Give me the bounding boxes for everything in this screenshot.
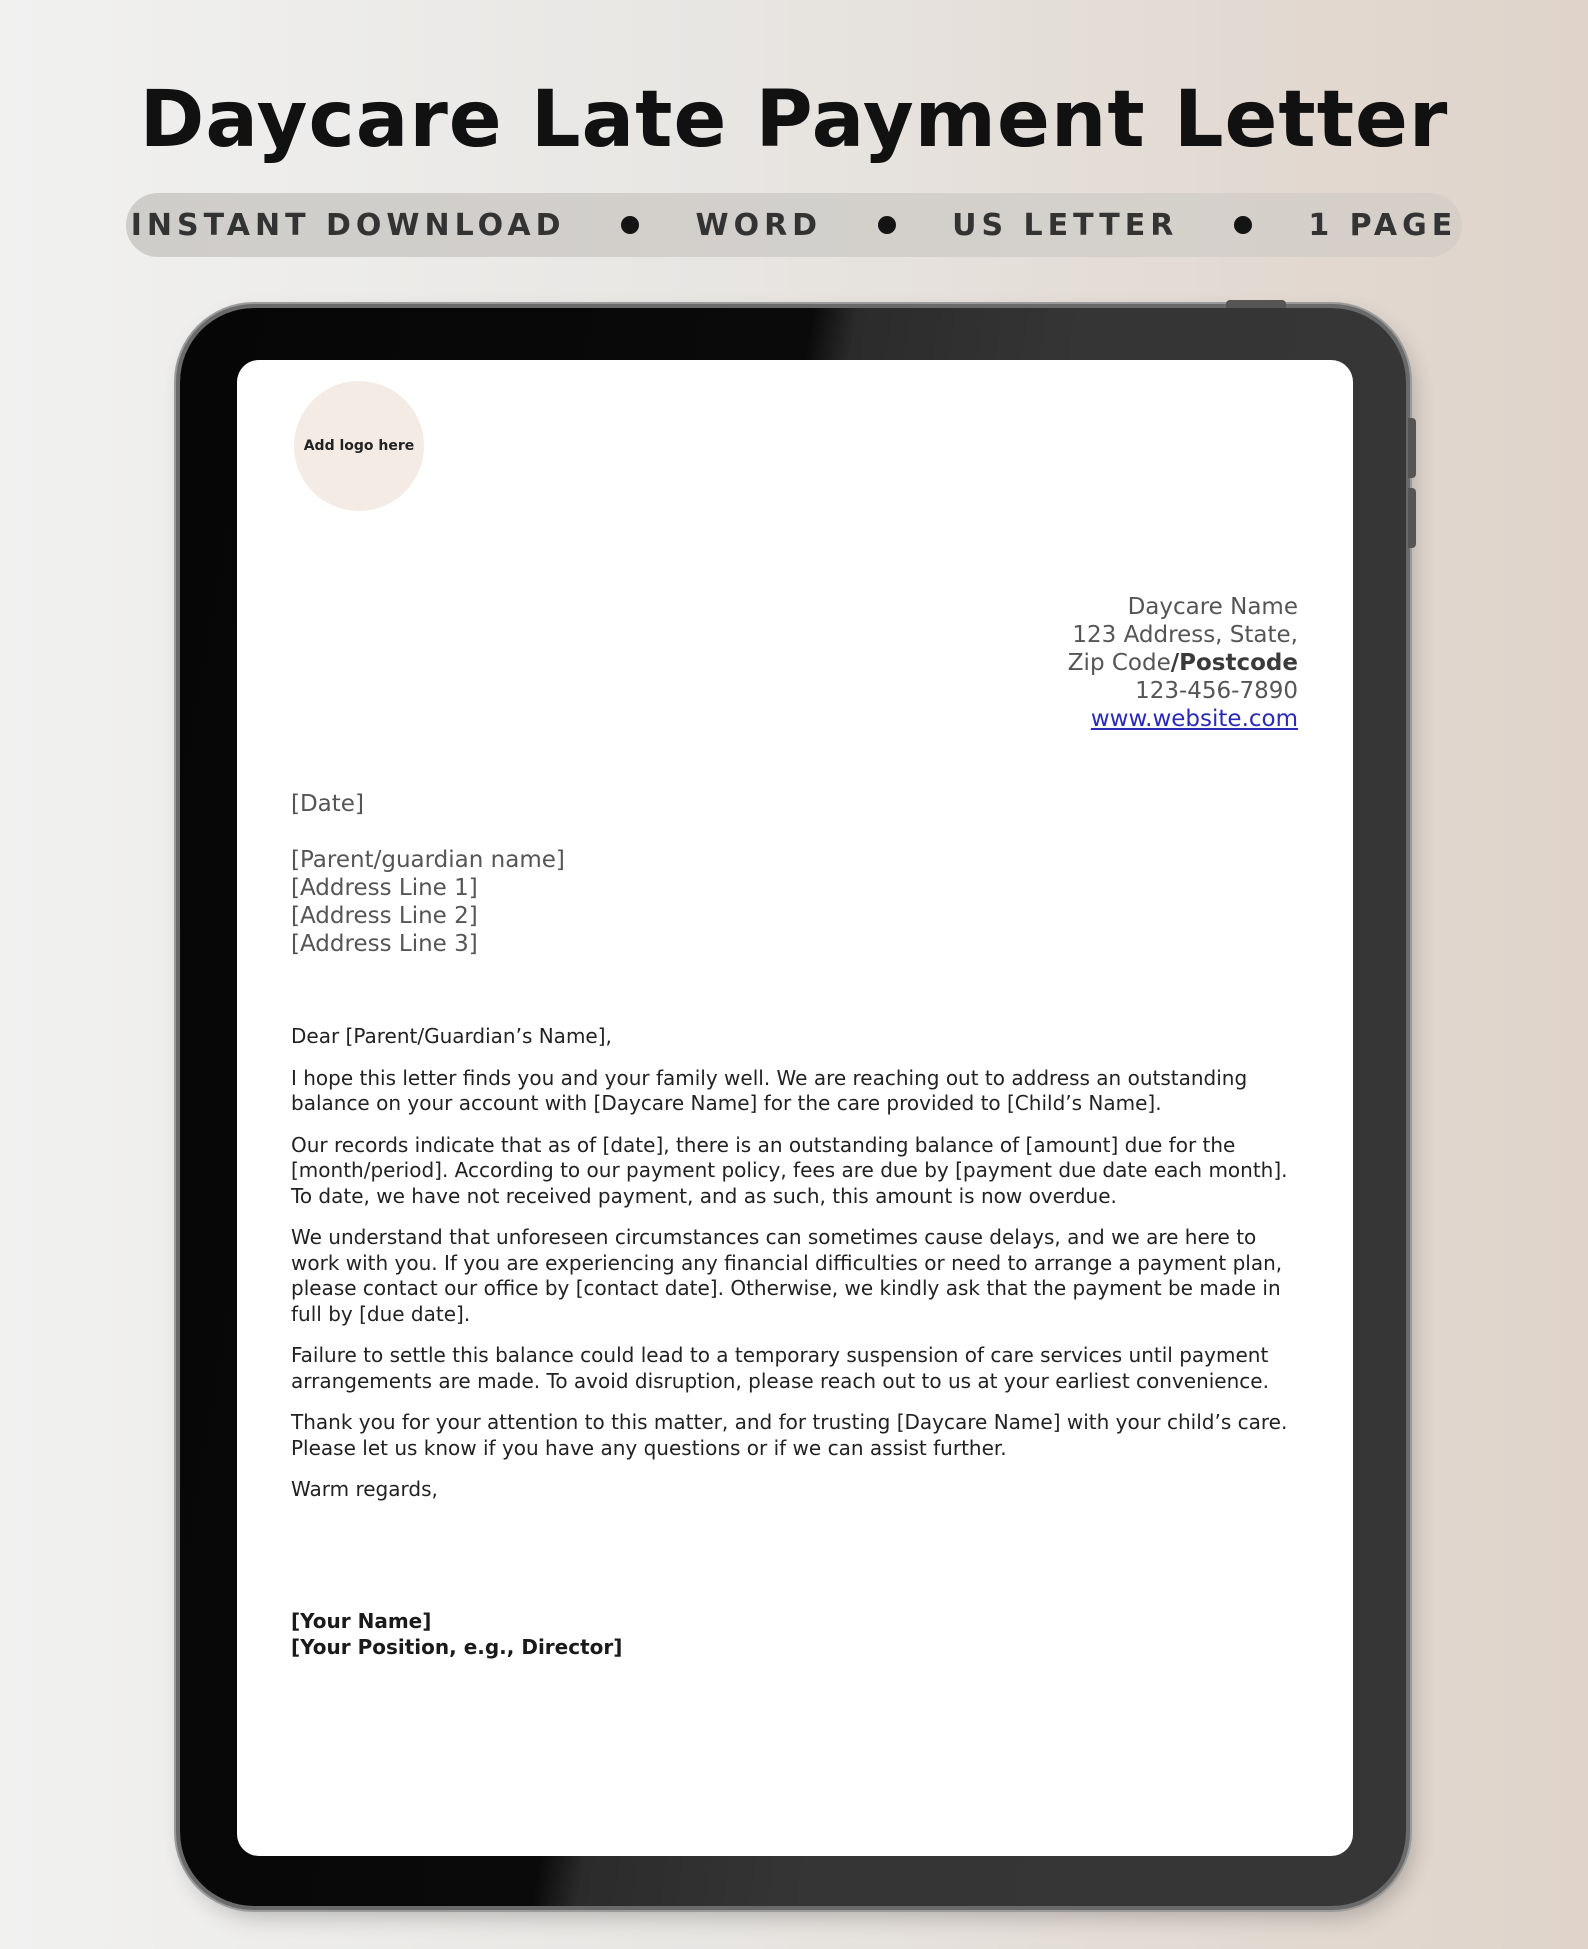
sender-zip-prefix: Zip Code [1067,650,1171,676]
tag-page-count: 1 PAGE [1308,207,1458,243]
recipient-address-line-1: [Address Line 1] [291,875,478,901]
letter-paragraph: Our records indicate that as of [date], there is an outstanding balance of [amount] due for the [month/period]. According to our payment policy, fees are due by [payment due date each month]. To date, we have not received payment, and as such, this amount is now overdue. [291,1132,1288,1208]
sender-address-line: 123 Address, State, [1072,622,1298,648]
recipient-address-line-2: [Address Line 2] [291,903,478,929]
letter-page [237,360,1353,1856]
letter-paragraph: I hope this letter finds you and your family well. We are reaching out to address an outstanding balance on your account with [Daycare Name] for the care provided to [Child’s Name]. [291,1065,1248,1115]
bullet-dot-icon [621,216,639,234]
sender-phone: 123-456-7890 [1135,678,1298,704]
sender-zip-line [1068,649,1298,677]
recipient-name: [Parent/guardian name] [291,847,565,873]
logo-placeholder-label: Add logo here [303,438,415,454]
page-title: Daycare Late Payment Letter [139,75,1449,165]
sender-name: Daycare Name [1127,594,1298,620]
signature-name: [Your Name] [291,1609,432,1633]
letter-date: [Date] [291,791,364,817]
sender-website-link[interactable]: www.website.com [1090,706,1298,732]
letter-paragraph: Thank you for your attention to this matter, and for trusting [Daycare Name] with your child’s care. Please let us know if you have any questions or if we can assist further. [291,1410,1288,1460]
recipient-address-block [291,846,565,958]
tablet-volume-down-button [1408,488,1416,548]
bullet-dot-icon [878,216,896,234]
tablet-mockup [180,308,1406,1906]
tag-word: WORD [695,207,823,243]
tablet-volume-up-button [1408,418,1416,478]
sender-address-block [1068,593,1298,733]
letter-closing: Warm regards, [291,1477,438,1501]
sender-zip-suffix: /Postcode [1170,650,1298,676]
letter-paragraph: We understand that unforeseen circumstances can sometimes cause delays, and we are here to work with you. If you are experiencing any financial difficulties or need to arrange a payment plan, please contact our office by [contact date]. Otherwise, we kindly ask that the payment be made in full by [due date]. [291,1225,1283,1326]
bullet-dot-icon [1234,216,1252,234]
letter-paragraph: Failure to settle this balance could lead to a temporary suspension of care services until payment arrangements are made. To avoid disruption, please reach out to us at your earliest convenience. [291,1343,1269,1393]
letter-body [291,1024,1301,1519]
recipient-address-line-3: [Address Line 3] [291,931,478,957]
feature-tag-bar [126,193,1462,257]
letter-salutation: Dear [Parent/Guardian’s Name], [291,1024,612,1048]
signature-block [291,1608,622,1660]
tablet-power-button [1226,300,1286,308]
tag-us-letter: US LETTER [952,207,1179,243]
signature-position: [Your Position, e.g., Director] [291,1635,623,1659]
tag-instant-download: INSTANT DOWNLOAD [130,207,566,243]
logo-placeholder[interactable] [294,381,424,511]
